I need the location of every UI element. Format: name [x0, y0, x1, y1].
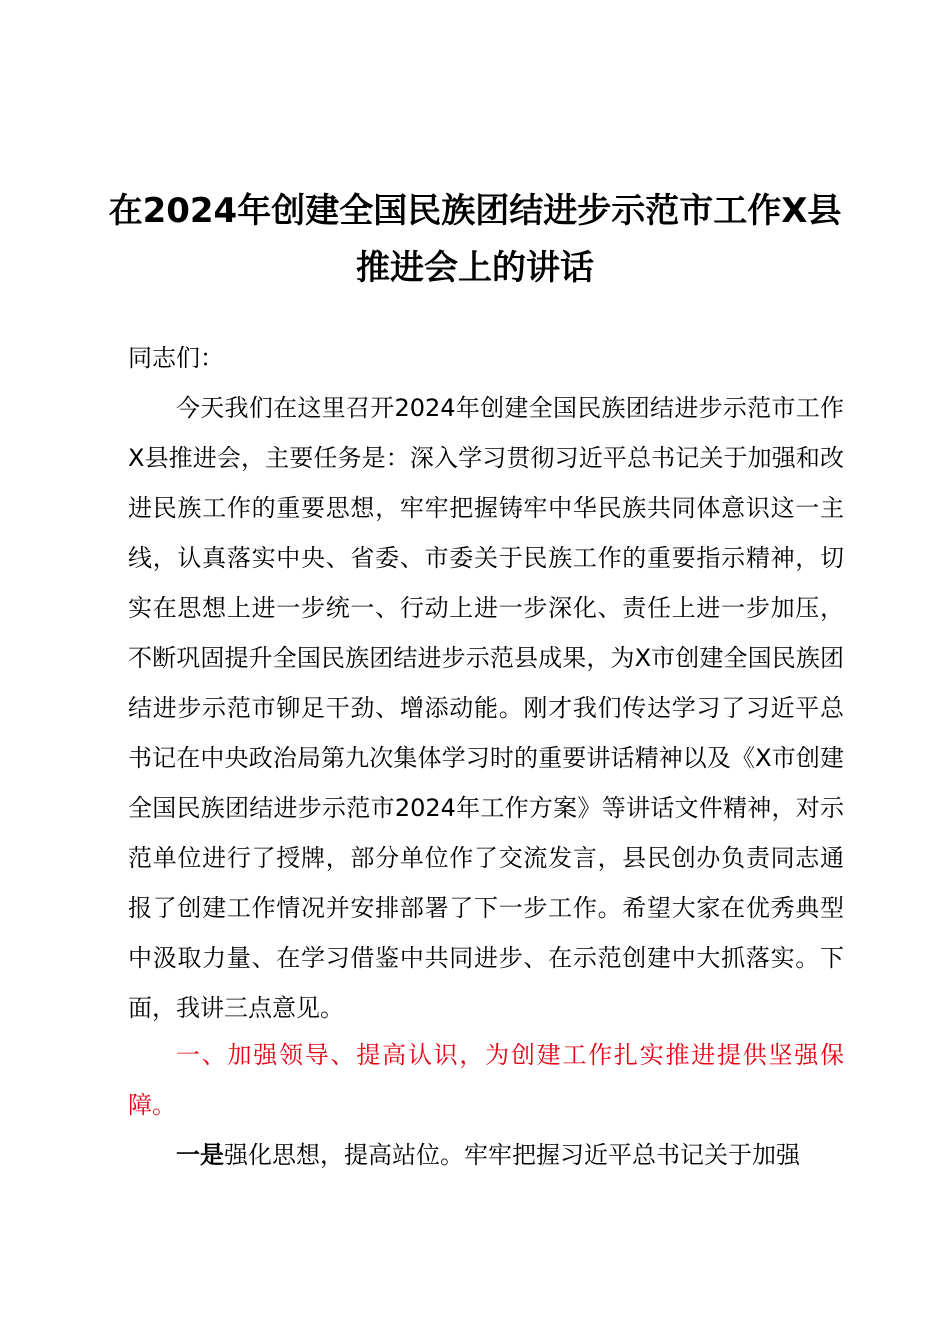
point-one-paragraph — [128, 1130, 844, 1180]
section-heading-one: 一、加强领导、提高认识，为创建工作扎实推进提供坚强保障。 — [128, 1041, 844, 1119]
intro-paragraph: 今天我们在这里召开2024年创建全国民族团结进步示范市工作X县推进会，主要任务是：深入学习贯彻习近平总书记关于加强和改进民族工作的重要思想，牢牢把握铸牢中华民族共同体意识这一主线，认真落实中央、省委、市委关于民族工作的重要指示精神，切实在思想上进一步统一、行动上进一步深化、责任上进一步加压，不断巩固提升全国民族团结进步示范县成果，为X市创建全国民族团结进步示范市铆足干劲、增添动能。刚才我们传达学习了习近平总书记在中央政治局第九次集体学习时的重要讲话精神以及《X市创建全国民族团结进步示范市2024年工作方案》等讲话文件精神，对示范单位进行了授牌，部分单位作了交流发言，县民创办负责同志通报了创建工作情况并安排部署了下一步工作。希望大家在优秀典型中汲取力量、在学习借鉴中共同进步、在示范创建中大抓落实。下面，我讲三点意见。 — [128, 394, 844, 1022]
point-one-text: 强化思想，提高站位。牢牢把握习近平总书记关于加强 — [224, 1141, 800, 1169]
salutation: 同志们： — [128, 344, 224, 372]
point-one-lead: 一是 — [176, 1141, 224, 1169]
document-title: 在2024年创建全国民族团结进步示范市工作X县推进会上的讲话 — [108, 191, 842, 288]
